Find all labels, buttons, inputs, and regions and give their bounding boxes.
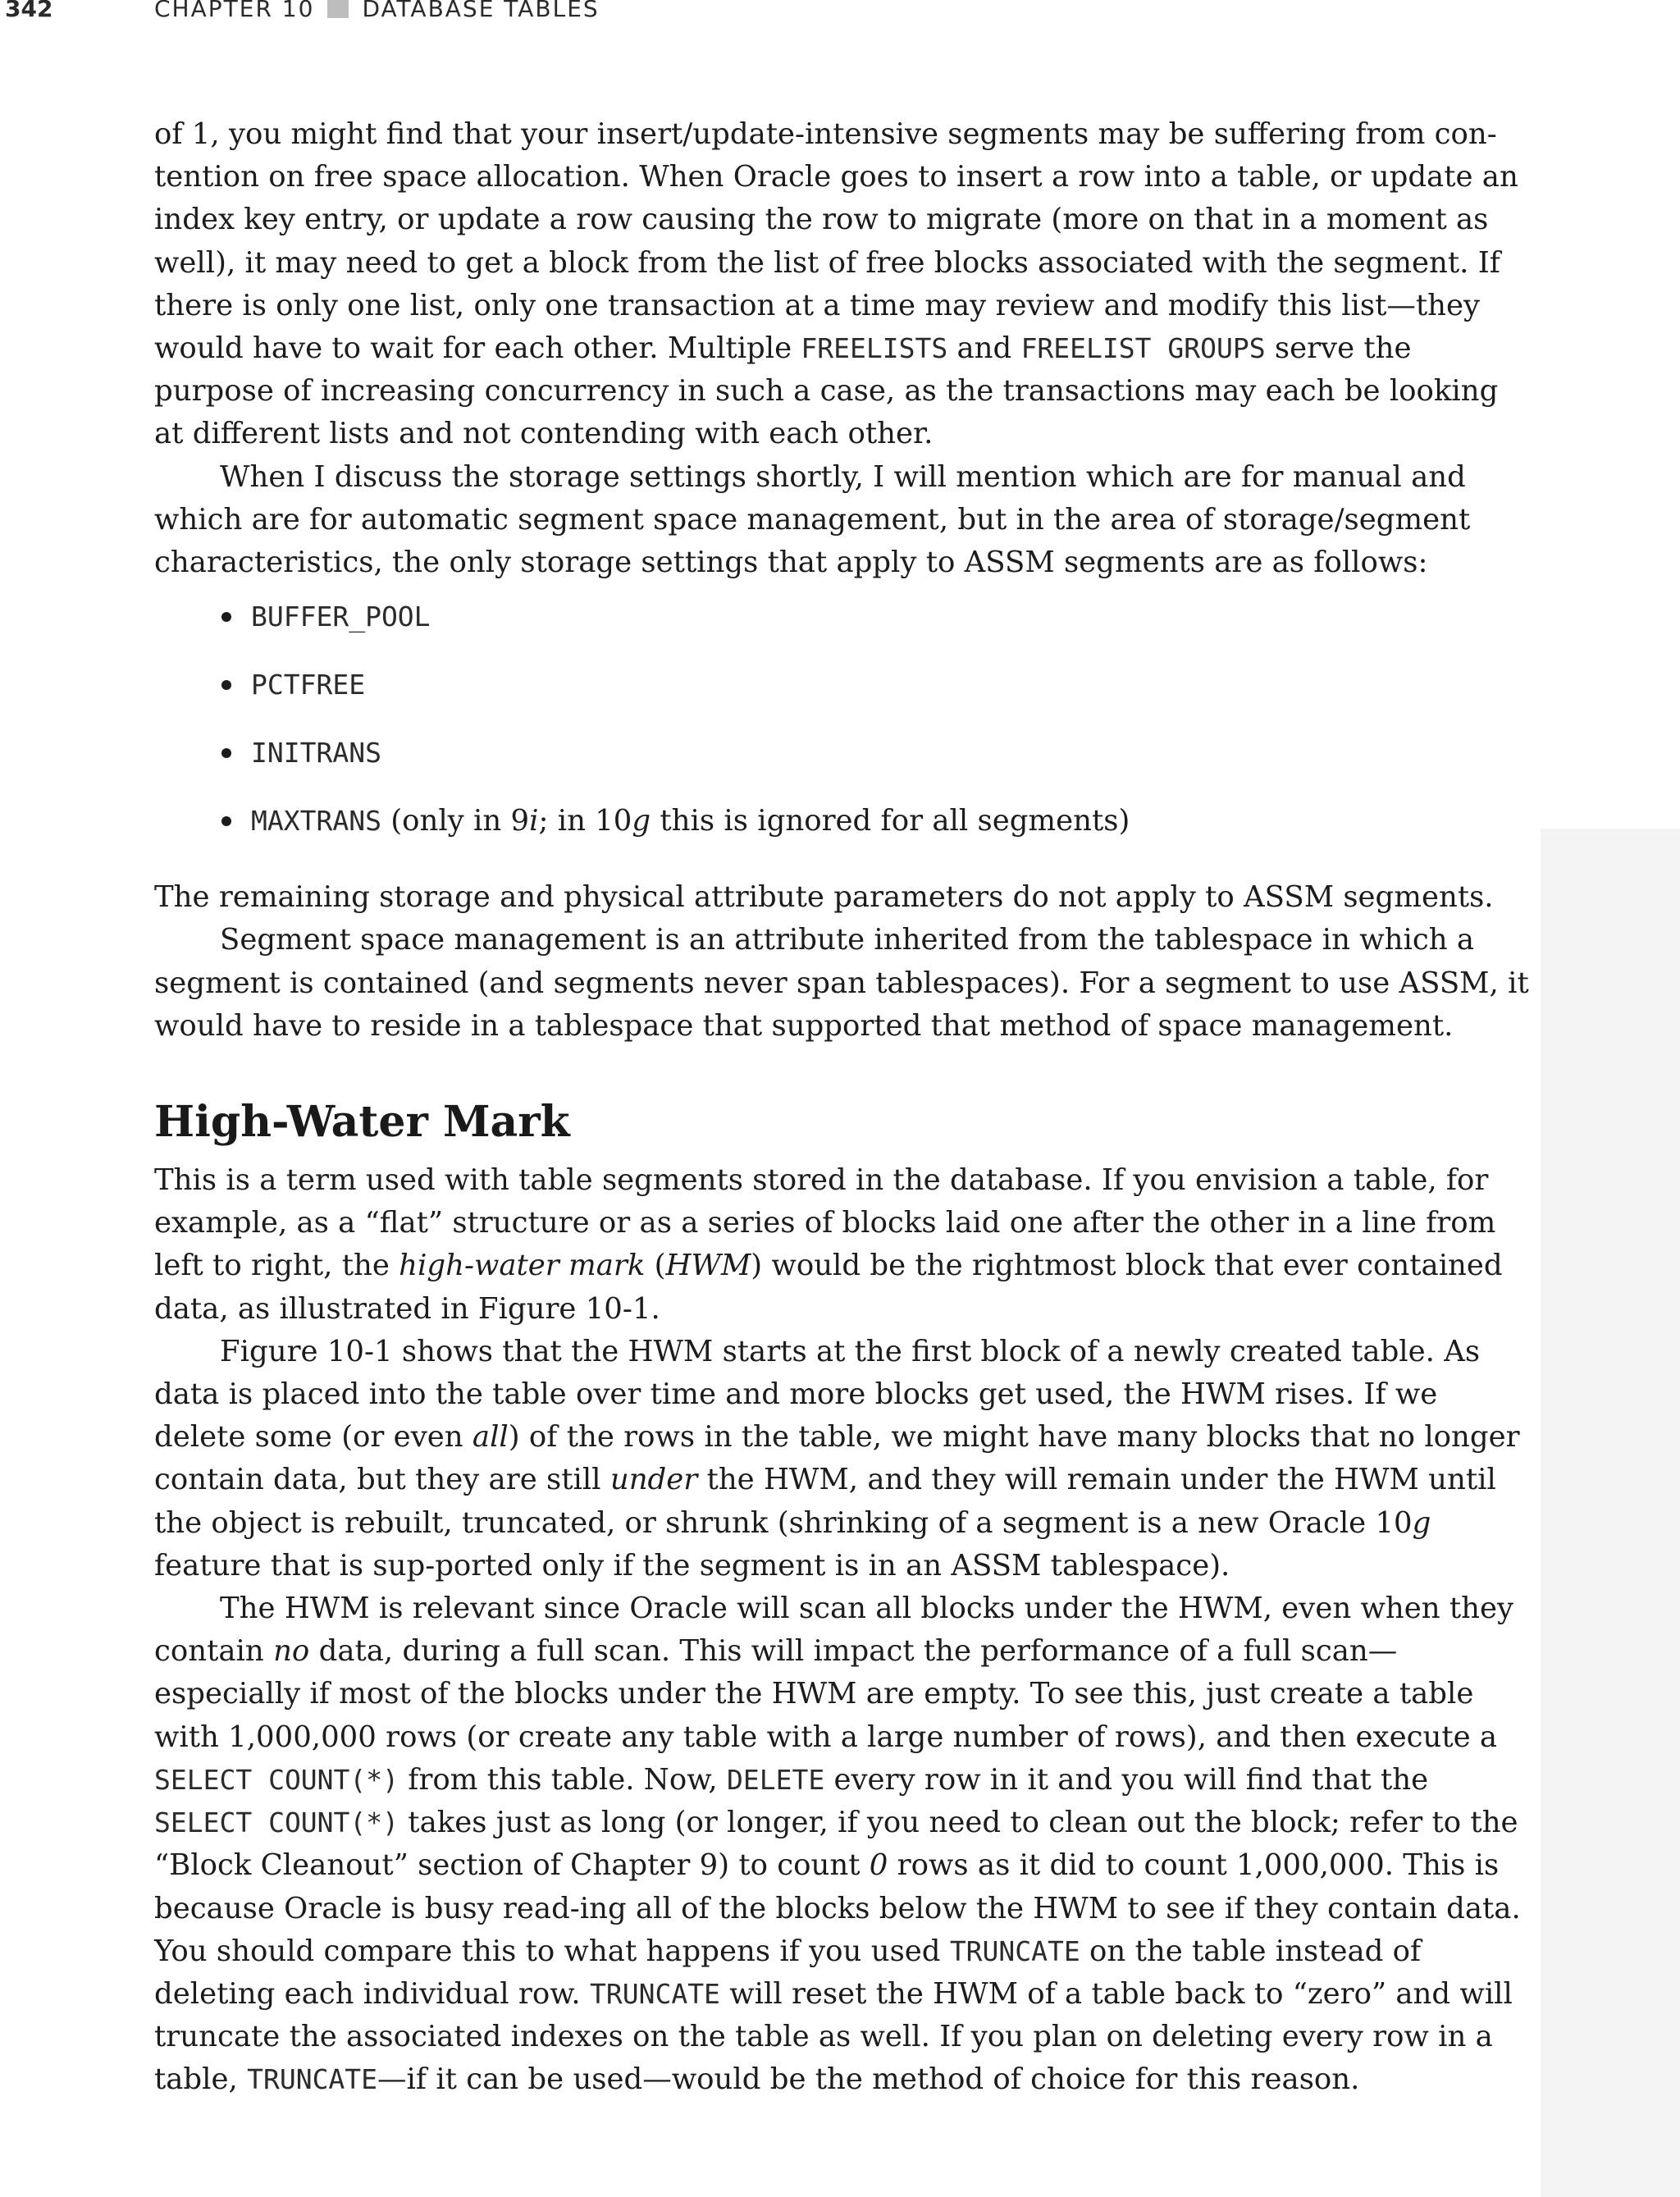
code-truncate: TRUNCATE	[247, 2063, 378, 2096]
chapter-heading	[154, 0, 600, 22]
code-delete: DELETE	[726, 1763, 825, 1796]
code-pctfree: PCTFREE	[251, 669, 366, 701]
italic-run: HWM	[665, 1249, 751, 1283]
text-run: ) of the rows in the table, we might have many blocks that no longer contain data, but they are still	[154, 1420, 1520, 1497]
paragraph-segment-space-management: Segment space management is an attribute inherited from the tablespace in which a segment is contained (and segments never span tablespaces). For a segment to use ASSM, it would have to reside in a tablespace that supported that method of space management.	[154, 923, 1529, 1043]
code-select-count: SELECT COUNT(*)	[154, 1763, 399, 1796]
list-item	[218, 800, 1532, 868]
text-run: (only in 9	[381, 804, 530, 838]
text-run: ; in 10	[538, 804, 632, 838]
paragraph-storage-settings: When I discuss the storage settings shortly, I will mention which are for manual and which are for automatic segment space management, but in the area of storage/segment characteristics, the only storage settings that apply to ASSM segments are as follows:	[154, 459, 1471, 580]
text-run: from this table. Now,	[399, 1762, 727, 1797]
text-run: rows as it did to count 1,000,000. This is because Oracle is busy read-ing all of the blocks below the HWM to see if they contain data. You should compare this to what happens if you used	[154, 1848, 1521, 1968]
code-freelist-groups: FREELIST GROUPS	[1020, 332, 1266, 365]
bullet-icon	[221, 612, 231, 622]
text-run: This is a term used with table segments stored in the database. If you envision a table, for example, as a “flat” structure or as a series of blocks laid one after the other in a line from left to right, the	[154, 1163, 1496, 1283]
section-heading: High-Water Mark	[154, 1097, 570, 1148]
text-run: the HWM, and they will remain under the HWM until the object is rebuilt, truncated, or shrunk (shrinking of a segment is a new Oracle 10	[154, 1463, 1496, 1540]
code-truncate: TRUNCATE	[949, 1934, 1080, 1967]
italic-run: 0	[869, 1848, 888, 1883]
text-run: The HWM is relevant since Oracle will scan all blocks under the HWM, even when they contain	[154, 1592, 1514, 1669]
assm-settings-list	[154, 596, 1532, 868]
italic-run: g	[1412, 1505, 1431, 1540]
text-run: serve the purpose of increasing concurrency in such a case, as the transactions may each be looking at different lists and not contending with each other.	[154, 331, 1499, 451]
code-truncate: TRUNCATE	[589, 1977, 720, 2010]
text-run: takes just as long (or longer, if you need to clean out the block; refer to the “Block Cleanout” section of Chapter 9) to count	[154, 1806, 1518, 1883]
text-run: feature that is sup-ported only if the segment is in an ASSM tablespace).	[154, 1548, 1230, 1583]
text-run: (	[645, 1249, 666, 1283]
paragraph-hwm-definition	[154, 1159, 1532, 1331]
page-number: 342	[5, 0, 53, 22]
code-maxtrans: MAXTRANS	[251, 805, 381, 838]
text-run: on the table instead of deleting each individual row.	[154, 1934, 1422, 2011]
text-run: every row in it and you will find that the	[824, 1762, 1429, 1797]
italic-run: i	[529, 804, 539, 838]
paragraph-hwm-figure	[154, 1331, 1532, 1587]
list-item	[218, 596, 1532, 664]
italic-run: under	[609, 1463, 698, 1497]
paragraph-freelists	[154, 113, 1532, 456]
running-header	[0, 0, 1680, 33]
italic-run: all	[472, 1420, 509, 1455]
text-run: data, during a full scan. This will impact the performance of a full scan—especially if most of the blocks under the HWM are empty. To see this, just create a table with 1,000,000 rows (or create any table with a large number of rows), and then execute a	[154, 1634, 1498, 1754]
list-item	[218, 732, 1532, 800]
code-freelists: FREELISTS	[801, 332, 948, 365]
text-run: Figure 10-1 shows that the HWM starts at the first block of a newly created table. As data is placed into the table over time and more blocks get used, the HWM rises. If we delete some (or even	[154, 1334, 1481, 1455]
page-edge-shading	[1541, 829, 1680, 2197]
code-buffer-pool: BUFFER_POOL	[251, 601, 431, 633]
paragraph-remaining-parameters: The remaining storage and physical attribute parameters do not apply to ASSM segments.	[154, 880, 1494, 915]
italic-run: high-water mark	[399, 1249, 646, 1283]
text-run: this is ignored for all segments)	[651, 804, 1130, 838]
code-initrans: INITRANS	[251, 737, 381, 770]
italic-run: no	[273, 1634, 310, 1669]
section-label: DATABASE TABLES	[362, 0, 600, 22]
header-separator-square	[327, 0, 349, 18]
chapter-label: CHAPTER 10	[154, 0, 315, 22]
code-select-count: SELECT COUNT(*)	[154, 1806, 399, 1839]
bullet-icon	[221, 680, 231, 690]
text-run: of 1, you might find that your insert/update-intensive segments may be suffering from con-tention on free space allocation. When Oracle goes to insert a row into a table, or update an index key entry, or update a row causing the row to migrate (more on that in a moment as well), it may need to get a block from the list of free blocks associated with the segment. If there is only one list, only one transaction at a time may review and modify this list—they would have to wait for each other. Multiple	[154, 117, 1518, 366]
bullet-icon	[221, 816, 231, 826]
text-run: —if it can be used—would be the method of choice for this reason.	[377, 2062, 1360, 2097]
paragraph-hwm-full-scan	[154, 1587, 1532, 2101]
page-body	[154, 113, 1532, 2102]
text-run: and	[947, 331, 1021, 366]
text-run: ) would be the rightmost block that ever contained data, as illustrated in Figure 10-1.	[154, 1249, 1503, 1326]
bullet-icon	[221, 748, 231, 758]
list-item	[218, 664, 1532, 732]
text-run: will reset the HWM of a table back to “zero” and will truncate the associated indexes on the table as well. If you plan on deleting every row in a table,	[154, 1976, 1513, 2097]
italic-run: g	[632, 804, 651, 838]
